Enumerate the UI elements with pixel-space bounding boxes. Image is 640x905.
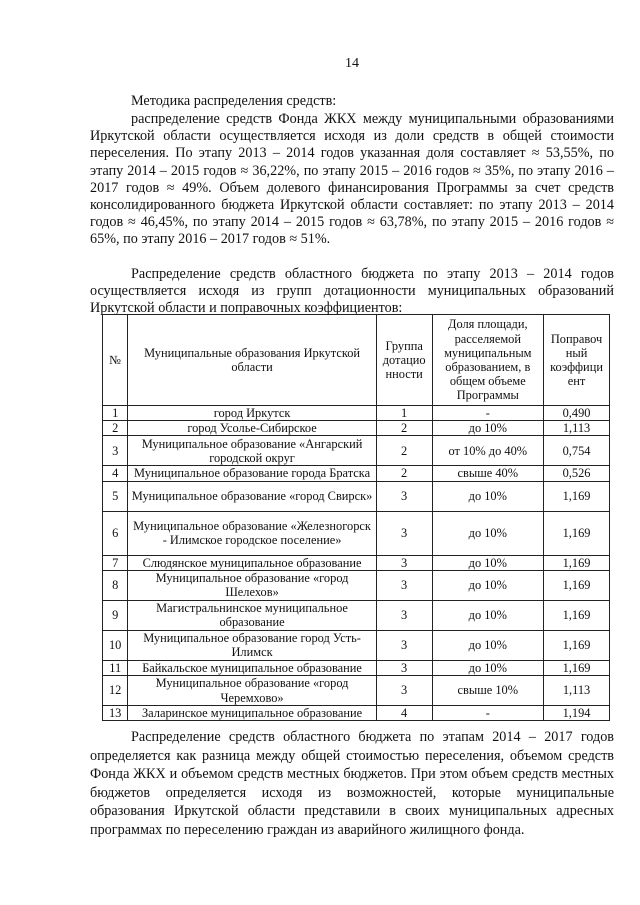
cell-group: 4 (376, 706, 432, 721)
cell-num: 12 (103, 676, 128, 706)
cell-coef: 1,169 (544, 481, 610, 511)
cell-name: Муниципальное образование «город Черемхово» (128, 676, 376, 706)
cell-share: до 10% (432, 630, 544, 660)
table-header-row (103, 315, 610, 406)
table-row (103, 436, 610, 466)
cell-coef: 1,169 (544, 511, 610, 555)
cell-coef: 1,169 (544, 600, 610, 630)
cell-coef: 1,194 (544, 706, 610, 721)
cell-name: Байкальское муниципальное образование (128, 660, 376, 675)
cell-group: 2 (376, 436, 432, 466)
table-row (103, 600, 610, 630)
header-num: № (103, 315, 128, 406)
table-row (103, 511, 610, 555)
cell-name: город Иркутск (128, 406, 376, 421)
cell-num: 13 (103, 706, 128, 721)
header-share: Доля площади, расселяемой муниципальным образованием, в общем объеме Программы (432, 315, 544, 406)
header-group: Группа дотацио нности (376, 315, 432, 406)
coefficients-table (102, 314, 610, 721)
cell-share: до 10% (432, 421, 544, 436)
cell-coef: 0,754 (544, 436, 610, 466)
cell-coef: 1,113 (544, 676, 610, 706)
cell-share: свыше 40% (432, 466, 544, 481)
cell-share: до 10% (432, 660, 544, 675)
cell-share: до 10% (432, 600, 544, 630)
cell-share: от 10% до 40% (432, 436, 544, 466)
cell-share: до 10% (432, 555, 544, 570)
cell-name: Муниципальное образование город Усть-Илимск (128, 630, 376, 660)
table-row (103, 406, 610, 421)
table-row (103, 660, 610, 675)
cell-num: 5 (103, 481, 128, 511)
table-row (103, 630, 610, 660)
cell-share: свыше 10% (432, 676, 544, 706)
cell-num: 9 (103, 600, 128, 630)
cell-name: город Усолье-Сибирское (128, 421, 376, 436)
cell-group: 3 (376, 660, 432, 675)
table-row (103, 570, 610, 600)
cell-coef: 1,169 (544, 570, 610, 600)
cell-num: 4 (103, 466, 128, 481)
header-coefficient: Поправоч ный коэффици ент (544, 315, 610, 406)
cell-group: 2 (376, 466, 432, 481)
cell-name: Магистральнинское муниципальное образование (128, 600, 376, 630)
cell-group: 3 (376, 511, 432, 555)
cell-num: 10 (103, 630, 128, 660)
cell-group: 3 (376, 676, 432, 706)
cell-coef: 1,113 (544, 421, 610, 436)
cell-name: Муниципальное образование города Братска (128, 466, 376, 481)
paragraph-regional-budget (90, 266, 614, 318)
cell-num: 11 (103, 660, 128, 675)
cell-group: 3 (376, 555, 432, 570)
cell-name: Заларинское муниципальное образование (128, 706, 376, 721)
paragraph-later-stages (90, 728, 614, 840)
cell-coef: 1,169 (544, 555, 610, 570)
cell-share: до 10% (432, 511, 544, 555)
paragraph-distribution-method (90, 111, 614, 249)
cell-share: до 10% (432, 570, 544, 600)
cell-coef: 0,526 (544, 466, 610, 481)
cell-group: 3 (376, 630, 432, 660)
table-row (103, 555, 610, 570)
cell-group: 3 (376, 570, 432, 600)
section-heading: Методика распределения средств: (131, 93, 337, 109)
cell-share: - (432, 706, 544, 721)
cell-share: до 10% (432, 481, 544, 511)
cell-share: - (432, 406, 544, 421)
table-row (103, 421, 610, 436)
cell-group: 1 (376, 406, 432, 421)
cell-coef: 1,169 (544, 630, 610, 660)
table-row (103, 481, 610, 511)
cell-coef: 0,490 (544, 406, 610, 421)
cell-group: 2 (376, 421, 432, 436)
header-municipality: Муниципальные образования Иркутской области (128, 315, 376, 406)
table-row (103, 466, 610, 481)
cell-name: Муниципальное образование «Железногорск - Илимское городское поселение» (128, 511, 376, 555)
cell-num: 2 (103, 421, 128, 436)
table-row (103, 706, 610, 721)
cell-num: 3 (103, 436, 128, 466)
cell-coef: 1,169 (544, 660, 610, 675)
paragraph-text: Распределение средств областного бюджета по этапам 2014 – 2017 годов определяется как разница между общей стоимостью переселения, объемом средств Фонда ЖКХ и объемом средств местных бюджетов. При этом объем средств местных бюджетов определяется исходя из возможностей, которые муниципальные образования Иркутской области представили в своих муниципальных адресных программах по переселению граждан из аварийного жилищного фонда. (90, 729, 614, 838)
cell-num: 8 (103, 570, 128, 600)
cell-num: 1 (103, 406, 128, 421)
cell-name: Слюдянское муниципальное образование (128, 555, 376, 570)
paragraph-text: распределение средств Фонда ЖКХ между муниципальными образованиями Иркутской области осуществляется исходя из доли средств в общей стоимости переселения. По этапу 2013 – 2014 годов указанная доля составляет ≈ 53,55%, по этапу 2014 – 2015 годов ≈ 36,22%, по этапу 2015 – 2016 годов ≈ 35%, по этапу 2016 – 2017 годов ≈ 49%. Объем долевого финансирования Программы за счет средств консолидированного бюджета Иркутской области составляет: по этапу 2013 – 2014 годов ≈ 46,45%, по этапу 2014 – 2015 годов ≈ 63,78%, по этапу 2015 – 2016 годов ≈ 65%, по этапу 2016 – 2017 годов ≈ 51%. (90, 111, 614, 248)
page-number: 14 (345, 56, 359, 71)
cell-group: 3 (376, 600, 432, 630)
cell-num: 6 (103, 511, 128, 555)
cell-name: Муниципальное образование «Ангарский городской округ (128, 436, 376, 466)
cell-name: Муниципальное образование «город Свирск» (128, 481, 376, 511)
table-row (103, 676, 610, 706)
cell-group: 3 (376, 481, 432, 511)
cell-num: 7 (103, 555, 128, 570)
paragraph-text: Распределение средств областного бюджета по этапу 2013 – 2014 годов осуществляется исходя из групп дотационности муниципальных образований Иркутской области и поправочных коэффициентов: (90, 266, 614, 317)
cell-name: Муниципальное образование «город Шелехов» (128, 570, 376, 600)
